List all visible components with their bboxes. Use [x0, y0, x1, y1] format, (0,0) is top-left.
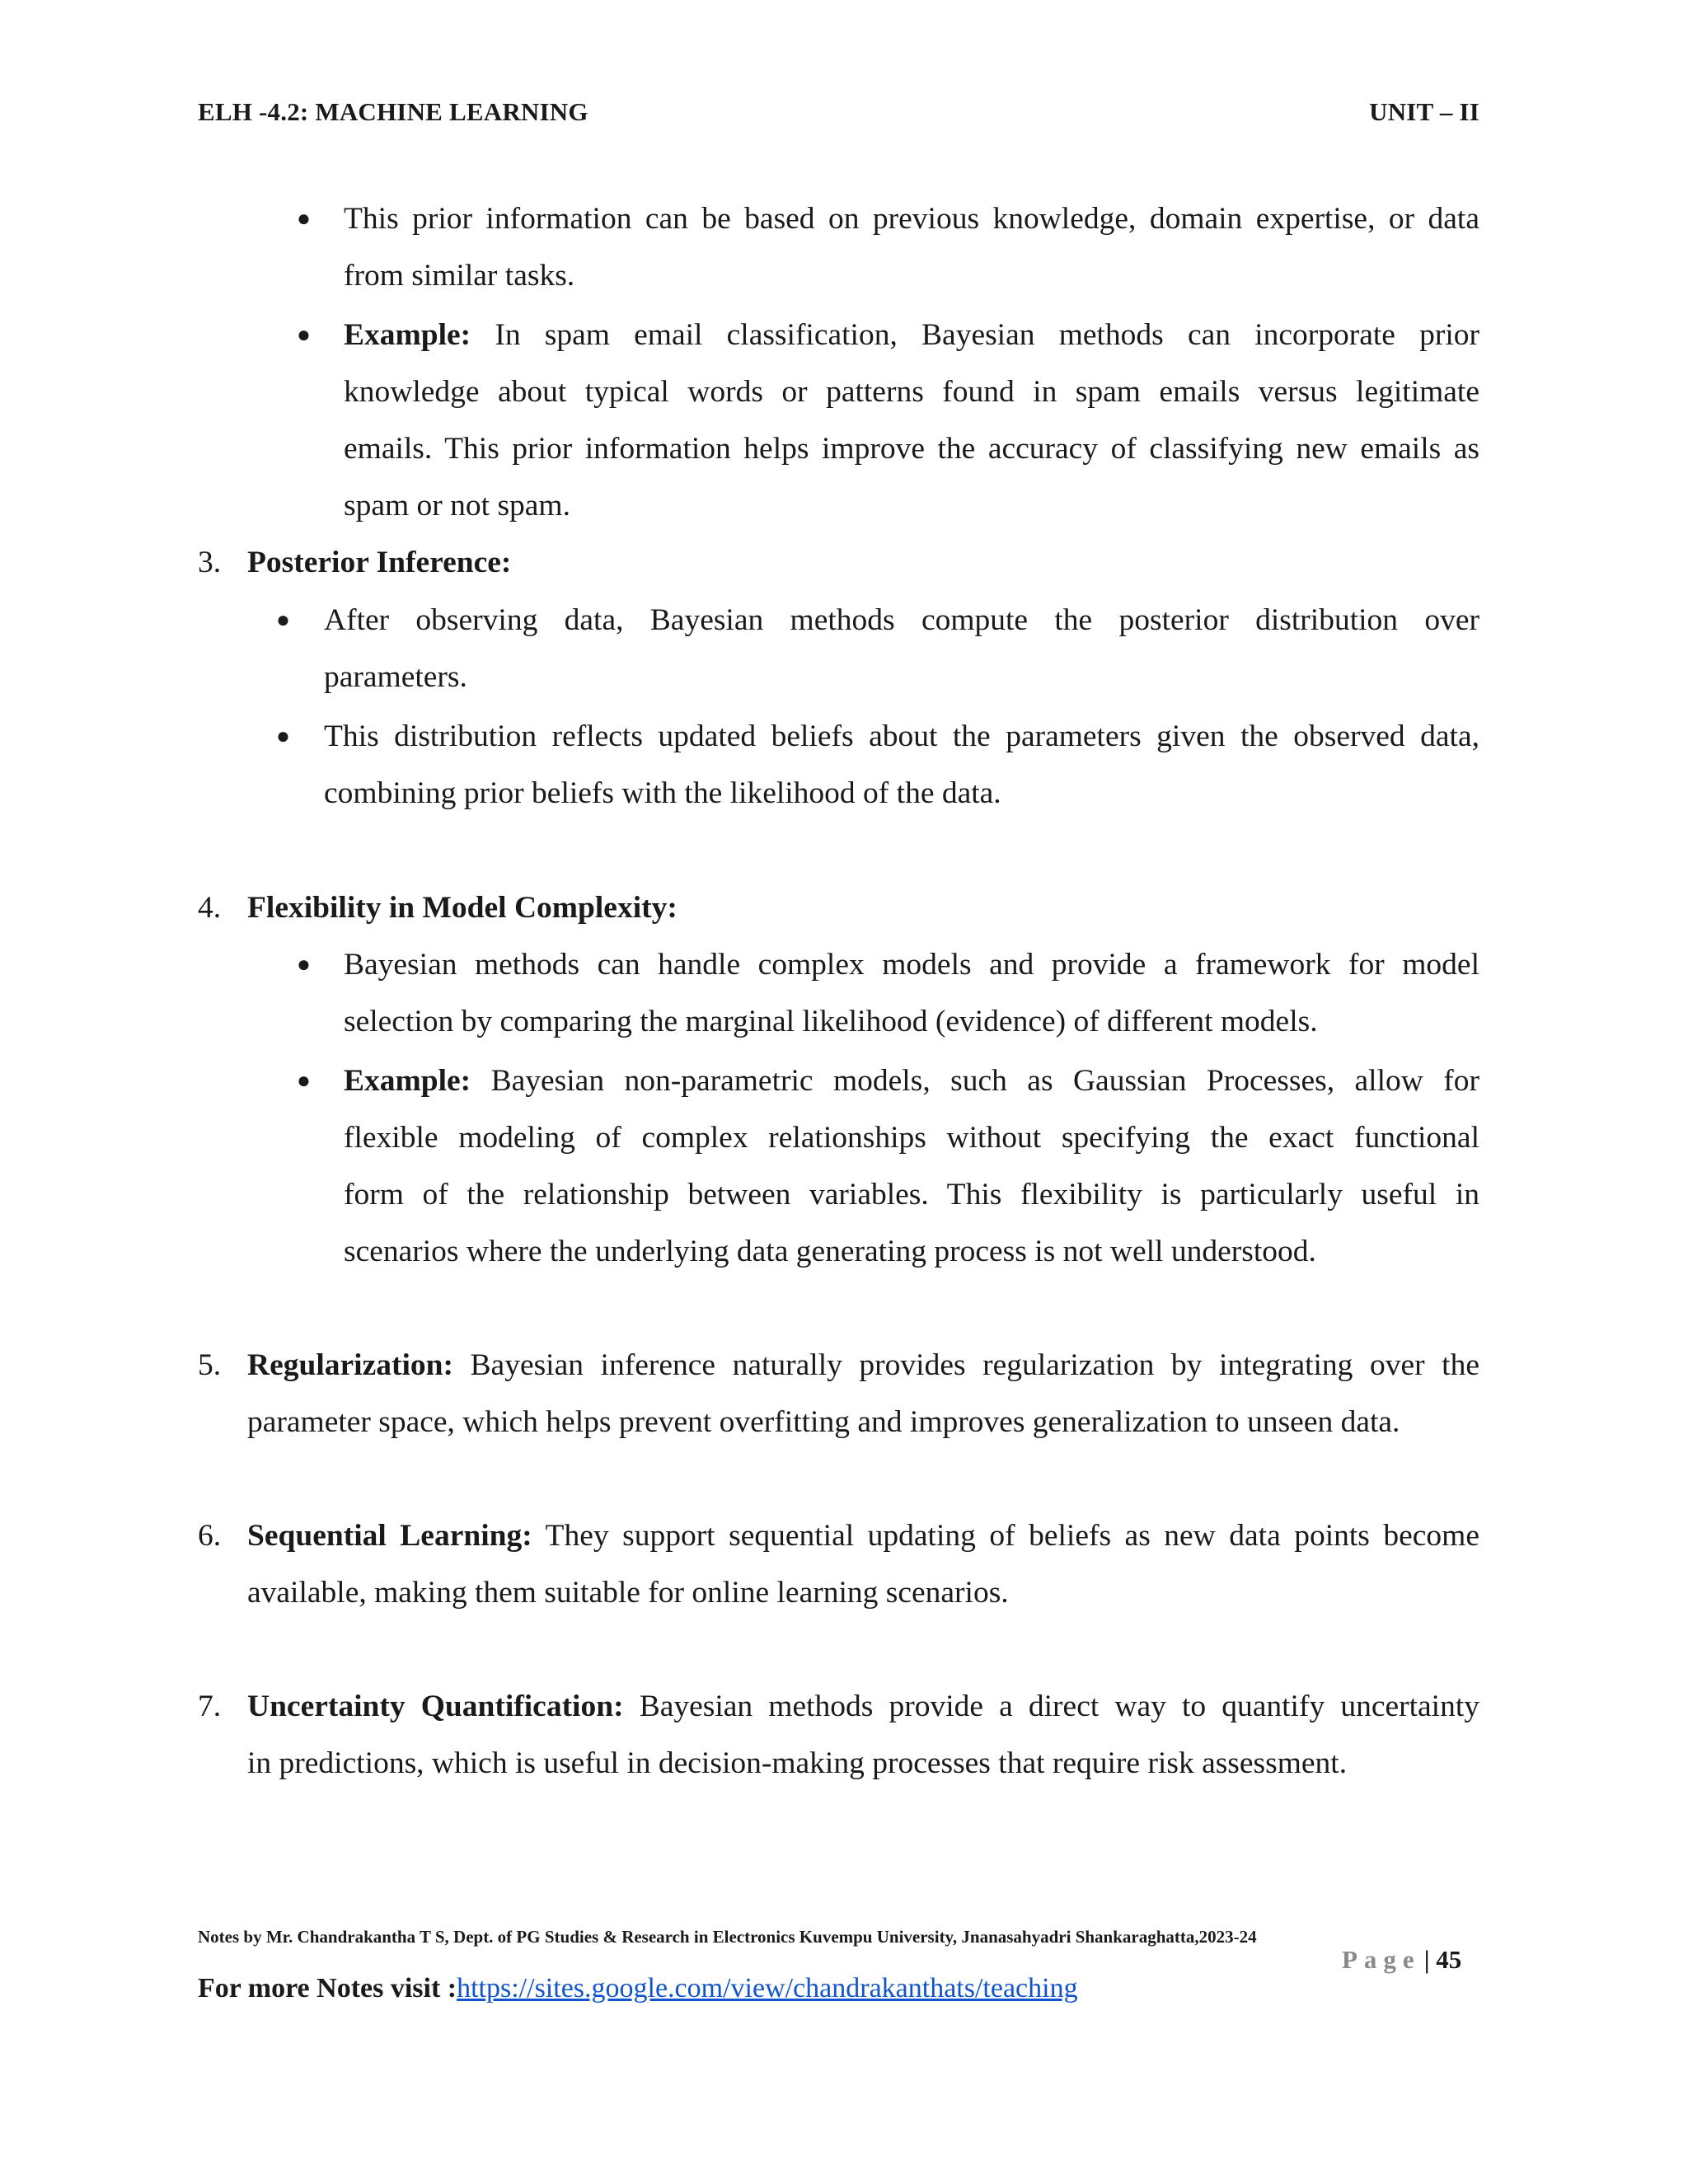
- visit-label: For more Notes visit :: [198, 1973, 457, 2004]
- text-line: selection by comparing the marginal likelihood (evidence) of different models.: [344, 1005, 1318, 1038]
- bullet-marker: ●: [297, 1068, 311, 1094]
- list-number: 3.: [198, 546, 222, 579]
- text-line: After observing data, Bayesian methods compute the posterior distribution over: [324, 603, 1479, 637]
- text-line: parameter space, which helps prevent overfitting and improves generalization to unseen data.: [247, 1405, 1400, 1439]
- text-line: in predictions, which is useful in decision-making processes that require risk assessment.: [247, 1746, 1348, 1780]
- text-line: Bayesian methods can handle complex models and provide a framework for model: [344, 948, 1479, 982]
- bullet-marker: ●: [297, 206, 311, 232]
- text-line: scenarios where the underlying data generating process is not well understood.: [344, 1235, 1316, 1268]
- text-line: Uncertainty Quantification: Bayesian methods provide a direct way to quantify uncertainty: [247, 1690, 1479, 1723]
- section-title: Posterior Inference:: [247, 546, 512, 579]
- unit-label: UNIT – II: [1369, 97, 1479, 126]
- text-line: This distribution reflects updated beliefs about the parameters given the observed data,: [324, 719, 1479, 753]
- text-line: flexible modeling of complex relationships without specifying the exact functional: [344, 1121, 1479, 1155]
- text-line: parameters.: [324, 660, 467, 694]
- example-label: Example:: [344, 318, 471, 352]
- list-number: 4.: [198, 891, 222, 925]
- footer-notes: Notes by Mr. Chandrakantha T S, Dept. of PG Studies & Research in Electronics Kuvempu University, Jnanasahyadri Shankaraghatta,2023-24: [198, 1927, 1257, 1947]
- text-line: Regularization: Bayesian inference naturally provides regularization by integrating over the: [247, 1348, 1479, 1382]
- text-line: spam or not spam.: [344, 489, 570, 523]
- page-label: Page: [1342, 1945, 1421, 1974]
- section-title: Sequential Learning:: [247, 1519, 532, 1553]
- section-title: Flexibility in Model Complexity:: [247, 891, 678, 925]
- section-title: Uncertainty Quantification:: [247, 1690, 624, 1723]
- page-header: [198, 97, 1479, 127]
- bullet-marker: ●: [297, 952, 311, 977]
- list-number: 7.: [198, 1690, 222, 1723]
- text-line: combining prior beliefs with the likelihood of the data.: [324, 776, 1001, 810]
- text-line: available, making them suitable for online learning scenarios.: [247, 1576, 1009, 1610]
- text-line: form of the relationship between variables. This flexibility is particularly useful in: [344, 1178, 1479, 1212]
- bullet-marker: ●: [297, 322, 311, 348]
- bullet-marker: ●: [276, 607, 290, 633]
- text-line: This prior information can be based on previous knowledge, domain expertise, or data: [344, 202, 1479, 236]
- example-label: Example:: [344, 1064, 471, 1098]
- text-line: Example: In spam email classification, Bayesian methods can incorporate prior: [344, 318, 1480, 352]
- list-number: 5.: [198, 1348, 222, 1382]
- text-line: knowledge about typical words or patterns found in spam emails versus legitimate: [344, 375, 1479, 409]
- course-title: ELH -4.2: MACHINE LEARNING: [198, 97, 588, 126]
- footer-visit: [198, 1973, 1078, 2004]
- bullet-marker: ●: [276, 724, 290, 749]
- text-line: Sequential Learning: They support sequential updating of beliefs as new data points become: [247, 1519, 1479, 1553]
- text-line: emails. This prior information helps improve the accuracy of classifying new emails as: [344, 432, 1479, 466]
- section-title: Regularization:: [247, 1348, 453, 1382]
- list-number: 6.: [198, 1519, 222, 1553]
- notes-link[interactable]: https://sites.google.com/view/chandrakanthats/teaching: [457, 1973, 1078, 2004]
- page-number: Page | 45: [1342, 1945, 1462, 1974]
- text-line: Example: Bayesian non-parametric models, such as Gaussian Processes, allow for: [344, 1064, 1479, 1098]
- text-line: from similar tasks.: [344, 259, 575, 293]
